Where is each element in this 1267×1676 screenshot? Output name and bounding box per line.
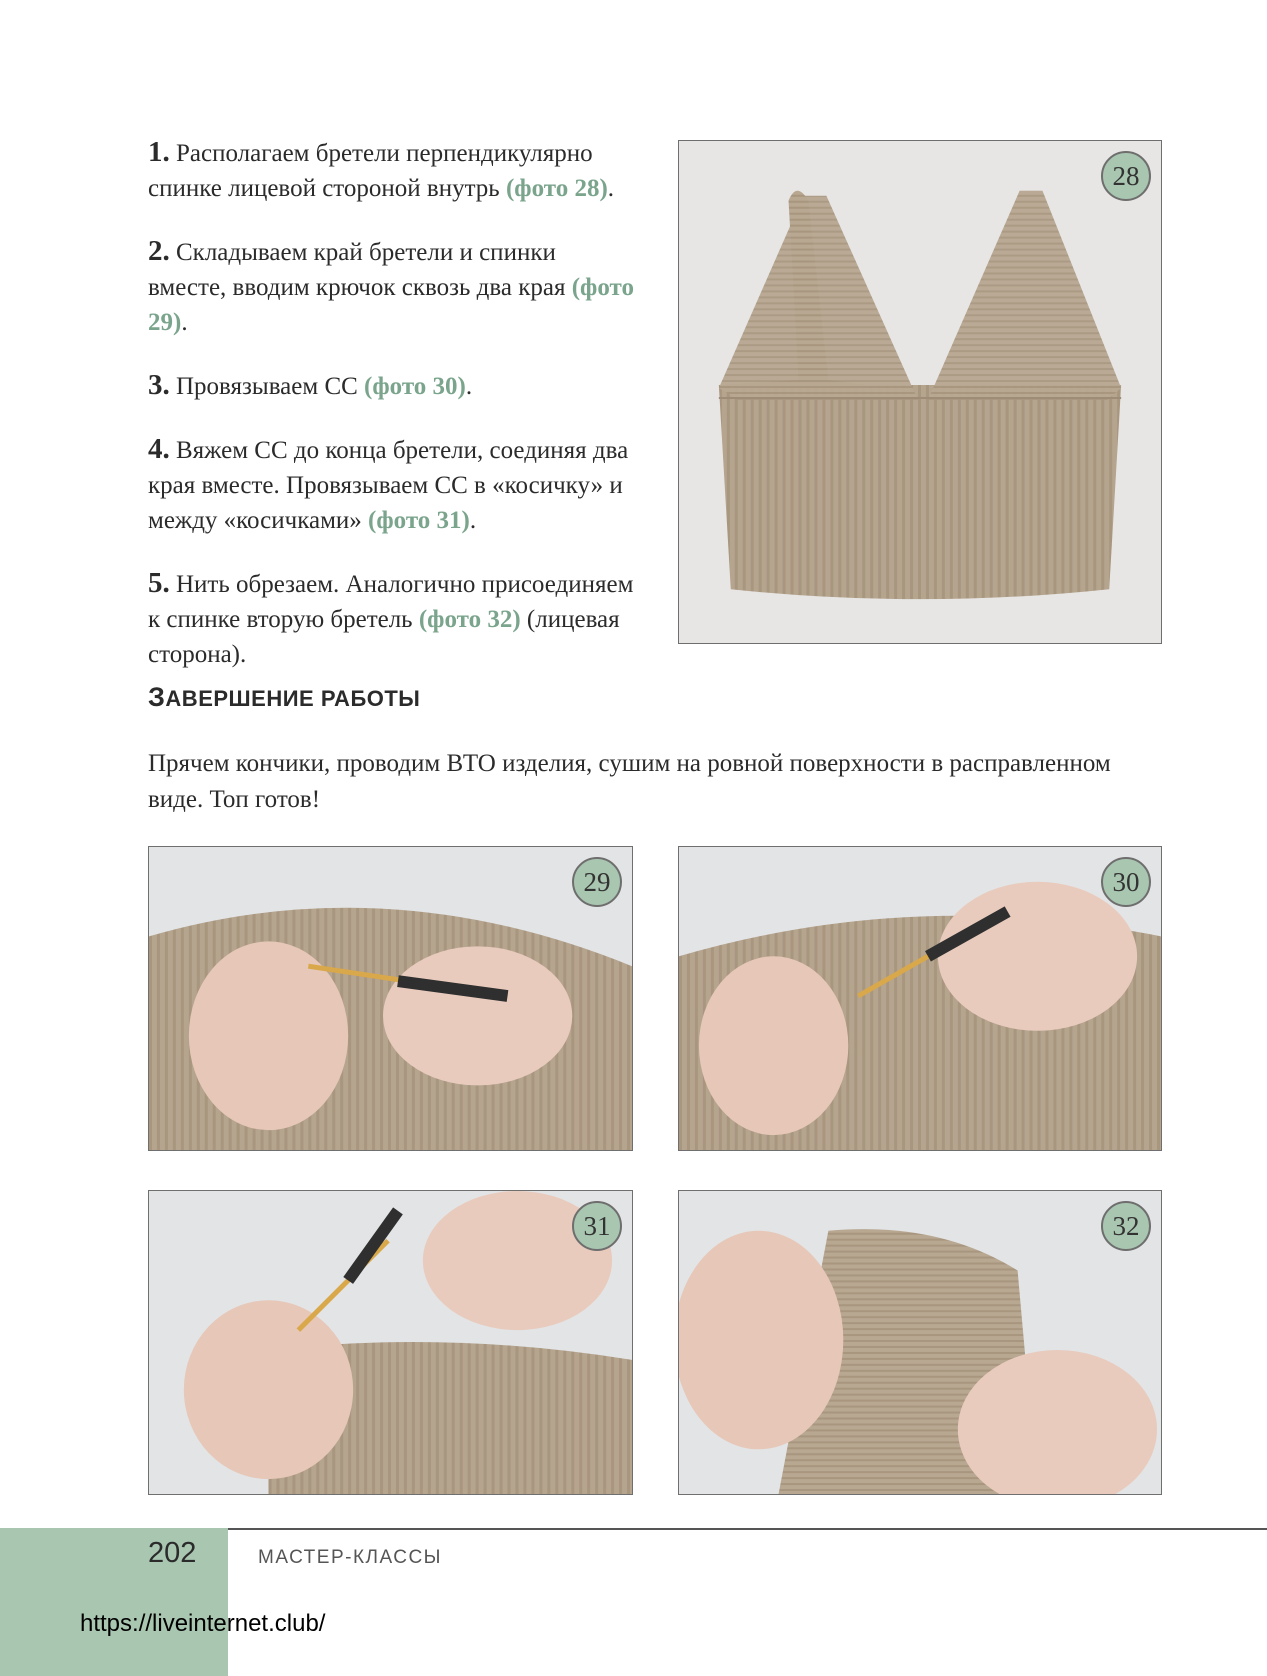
step-1 (148, 135, 638, 206)
page-number: 202 (148, 1537, 197, 1569)
crochet-hands-image (149, 1191, 632, 1494)
step-text: Складываем край бретели и спинки вместе, вводим крючок сквозь два края (148, 239, 572, 301)
section-heading-initial: З (148, 682, 166, 712)
photo-number-badge: 32 (1101, 1201, 1151, 1251)
step-tail: . (607, 175, 615, 202)
running-head: МАСТЕР-КЛАССЫ (258, 1547, 443, 1568)
step-tail: (лицевая сторона). (148, 606, 620, 668)
step-tail: . (465, 373, 473, 400)
step-number: 5. (148, 567, 170, 599)
step-4 (148, 432, 638, 538)
knitted-top-image (679, 141, 1161, 643)
step-text: Располагаем бретели перпендикулярно спинке лицевой стороной внутрь (148, 140, 593, 202)
step-tail: . (469, 507, 477, 534)
footer-divider (228, 1528, 1267, 1530)
step-text: Нить обрезаем. Аналогично присоединяем к спинке вторую бретель (148, 571, 634, 633)
photo-reference: (фото 30) (364, 373, 466, 400)
photo-number-badge: 30 (1101, 857, 1151, 907)
crochet-hands-image (679, 1191, 1161, 1494)
instruction-steps (148, 135, 638, 700)
step-text: Провязываем СС (169, 373, 365, 400)
step-number: 1. (148, 136, 170, 168)
photo-reference: (фото 28) (505, 175, 608, 202)
photo-30 (678, 846, 1162, 1151)
step-number: 3. (148, 369, 170, 401)
watermark-url: https://liveinternet.club/ (80, 1610, 326, 1637)
step-number: 2. (148, 235, 170, 267)
section-heading-rest: АВЕРШЕНИЕ РАБОТЫ (165, 686, 421, 711)
crochet-hands-image (149, 847, 632, 1150)
photo-number-badge: 28 (1101, 151, 1151, 201)
step-tail: . (181, 309, 188, 336)
closing-paragraph: Прячем кончики, проводим ВТО изделия, сушим на ровной поверхности в расправленном виде. Топ готов! (148, 750, 1111, 813)
step-2 (148, 234, 638, 340)
photo-29 (148, 846, 633, 1151)
photo-32 (678, 1190, 1162, 1495)
step-5 (148, 566, 638, 672)
photo-reference: (фото 29) (148, 274, 634, 336)
photo-number-badge: 31 (572, 1201, 622, 1251)
step-3 (148, 368, 638, 404)
section-heading (148, 682, 420, 713)
photo-reference: (фото 31) (368, 507, 470, 534)
photo-number-badge: 29 (572, 857, 622, 907)
photo-31 (148, 1190, 633, 1495)
crochet-hands-image (679, 847, 1161, 1150)
photo-28 (678, 140, 1162, 644)
photo-reference: (фото 32) (418, 606, 521, 633)
step-text: Вяжем СС до конца бретели, соединяя два края вместе. Провязываем СС в «косичку» и между «косичками» (148, 437, 629, 534)
step-number: 4. (148, 433, 170, 465)
